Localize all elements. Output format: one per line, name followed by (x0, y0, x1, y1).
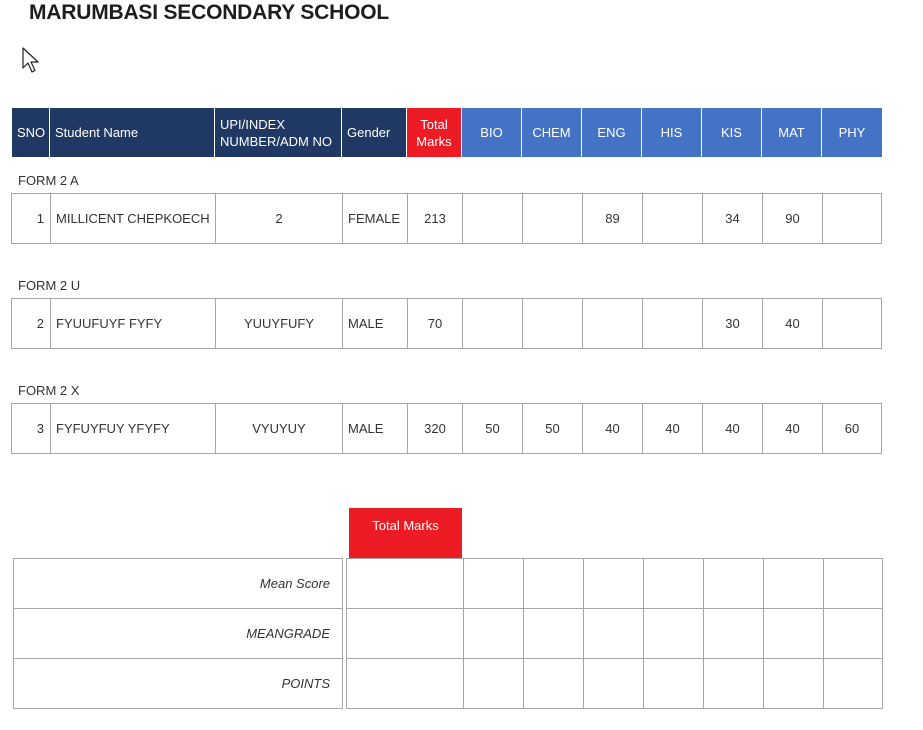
summary-label-points: POINTS (13, 658, 343, 709)
cell-mark: 40 (642, 403, 703, 454)
cell-mark (822, 298, 882, 349)
summary-cell (346, 558, 464, 609)
cell-gender: MALE (342, 298, 408, 349)
header-sno: SNO (12, 108, 50, 157)
summary-cell (643, 608, 704, 659)
cell-upi: 2 (215, 193, 343, 244)
header-subject: PHY (822, 108, 882, 157)
cell-sno: 3 (11, 403, 51, 454)
summary-cell (643, 658, 704, 709)
cell-mark: 50 (462, 403, 523, 454)
header-upi-line1: UPI/INDEX (220, 116, 286, 132)
cell-mark (462, 193, 523, 244)
header-subject: MAT (762, 108, 822, 157)
cell-mark: 89 (582, 193, 643, 244)
group-label: FORM 2 A (18, 173, 79, 188)
cell-upi: VYUYUY (215, 403, 343, 454)
cell-total: 70 (407, 298, 463, 349)
cell-mark: 40 (762, 298, 823, 349)
header-upi (215, 108, 342, 157)
cell-student-name: FYUUFUYF FYFY (50, 298, 216, 349)
summary-cell (463, 608, 524, 659)
cell-total: 213 (407, 193, 463, 244)
cell-mark: 40 (702, 403, 763, 454)
cell-mark: 34 (702, 193, 763, 244)
header-total-line1: Total (420, 116, 448, 132)
cell-student-name: FYFUYFUY YFYFY (50, 403, 216, 454)
cell-mark (462, 298, 523, 349)
summary-cell (703, 658, 764, 709)
cell-mark (822, 193, 882, 244)
summary-cell (346, 608, 464, 659)
summary-cell (763, 558, 824, 609)
cell-mark (522, 193, 583, 244)
cell-mark: 40 (582, 403, 643, 454)
cell-mark: 50 (522, 403, 583, 454)
summary-cell (763, 658, 824, 709)
summary-cell (463, 658, 524, 709)
header-subject: CHEM (522, 108, 582, 157)
summary-cell (523, 558, 584, 609)
summary-label-mean-score: Mean Score (13, 558, 343, 609)
cell-total: 320 (407, 403, 463, 454)
cell-sno: 1 (11, 193, 51, 244)
page-title: MARUMBASI SECONDARY SCHOOL (29, 1, 389, 24)
cell-upi: YUUYFUFY (215, 298, 343, 349)
header-total-line2: Marks (416, 133, 452, 149)
summary-cell (463, 558, 524, 609)
header-gender: Gender (342, 108, 407, 157)
header-student-name: Student Name (50, 108, 215, 157)
cell-mark: 40 (762, 403, 823, 454)
cell-mark: 30 (702, 298, 763, 349)
summary-cell (583, 558, 644, 609)
summary-cell (523, 658, 584, 709)
cell-gender: FEMALE (342, 193, 408, 244)
group-label: FORM 2 U (18, 278, 81, 293)
summary-cell (583, 608, 644, 659)
header-subject: HIS (642, 108, 702, 157)
cell-mark (522, 298, 583, 349)
summary-cell (583, 658, 644, 709)
cell-mark (642, 298, 703, 349)
summary-cell (703, 558, 764, 609)
summary-cell (763, 608, 824, 659)
summary-label-meangrade: MEANGRADE (13, 608, 343, 659)
summary-cell (346, 658, 464, 709)
summary-cell (823, 658, 883, 709)
cell-sno: 2 (11, 298, 51, 349)
summary-cell (823, 558, 883, 609)
summary-cell (823, 608, 883, 659)
header-upi-line2: NUMBER/ADM NO (220, 133, 332, 149)
cell-mark (642, 193, 703, 244)
group-label: FORM 2 X (18, 383, 80, 398)
header-subject: ENG (582, 108, 642, 157)
summary-cell (523, 608, 584, 659)
header-total-marks (407, 108, 462, 157)
summary-cell (703, 608, 764, 659)
mouse-cursor-icon (22, 47, 40, 73)
header-subject: BIO (462, 108, 522, 157)
summary-cell (643, 558, 704, 609)
cell-student-name: MILLICENT CHEPKOECH (50, 193, 216, 244)
cell-gender: MALE (342, 403, 408, 454)
summary-total-marks-header: Total Marks (349, 508, 462, 558)
header-subject: KIS (702, 108, 762, 157)
cell-mark: 90 (762, 193, 823, 244)
cell-mark: 60 (822, 403, 882, 454)
cell-mark (582, 298, 643, 349)
